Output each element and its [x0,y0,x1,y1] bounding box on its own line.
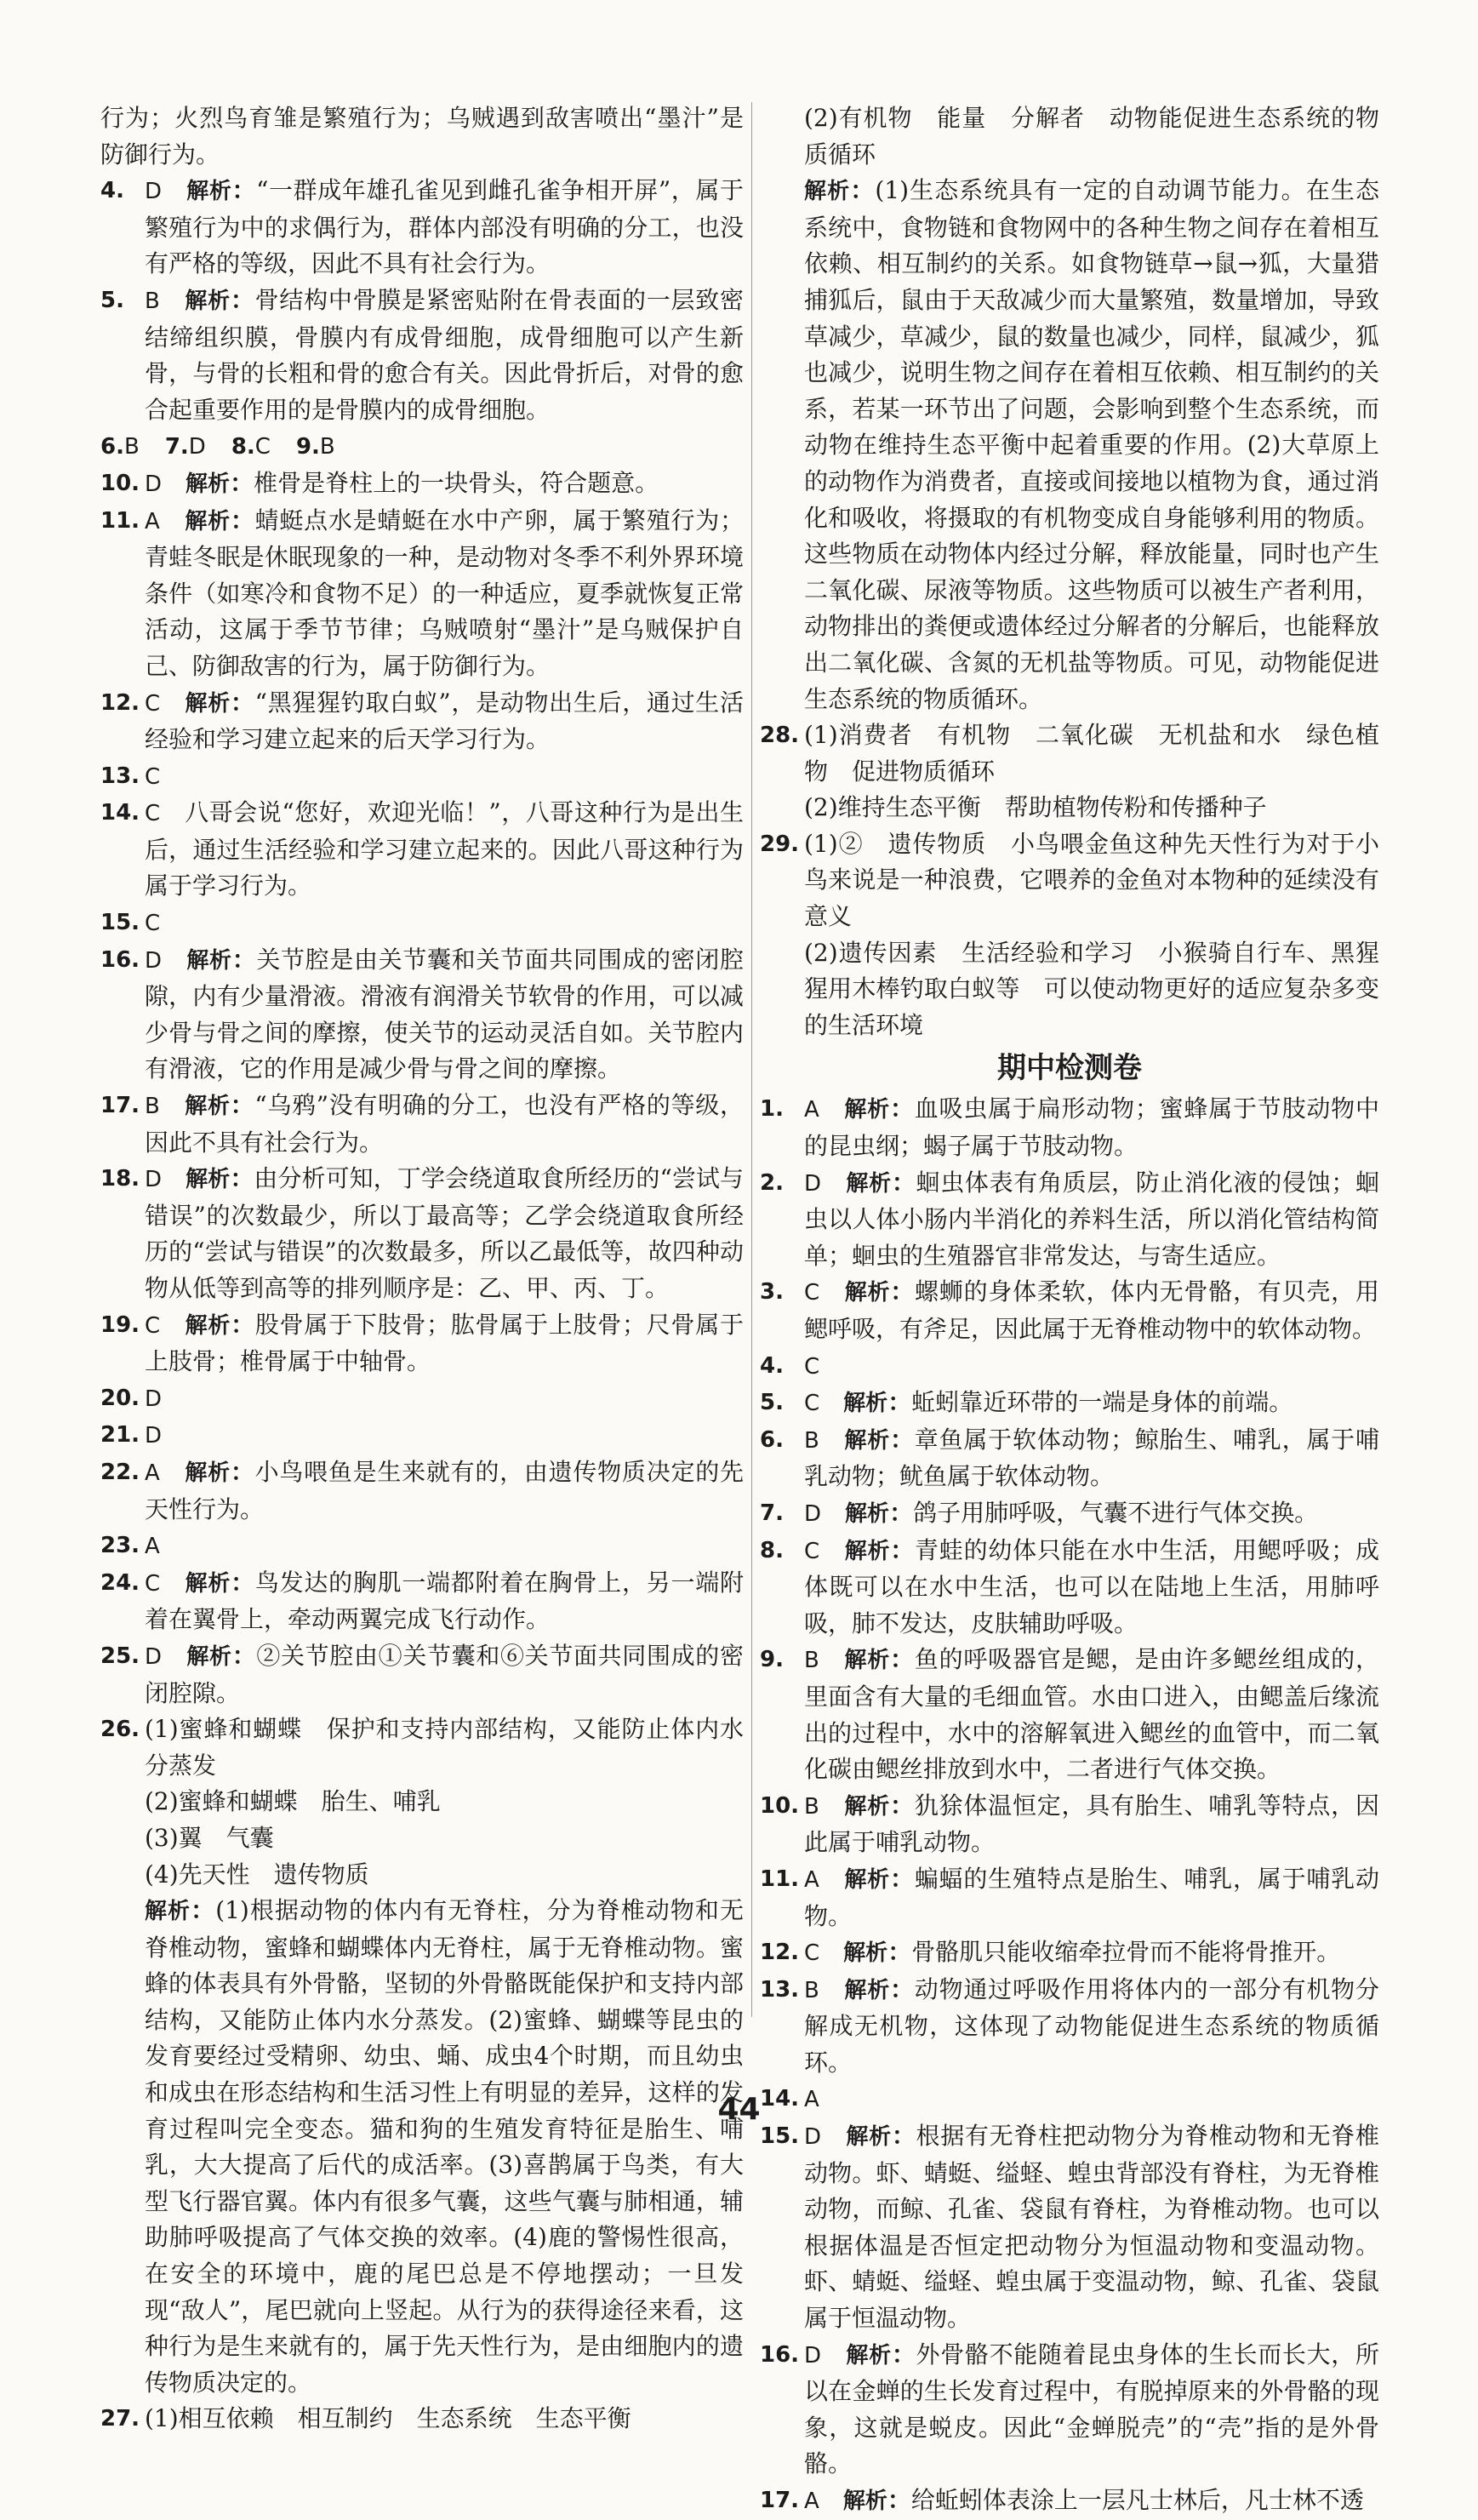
sub-answer-2: (2)有机物 能量 分解者 动物能促进生态系统的物质循环 [804,104,1379,169]
analysis-label: 解析 [145,1899,191,1925]
question-number: 13. [760,1976,800,2003]
answer-letter: D [145,471,163,497]
analysis-text: 青蛙的幼体只能在水中生活，用鳃呼吸；成体既可以在水中生活，也可以在陆地上生活，用肺呼吸，肺不发达，皮肤辅助呼吸。 [804,1535,1379,1637]
answer-letter: D [804,1170,822,1197]
question-number: 15. [100,910,140,936]
analysis-label: 解析 [844,1648,890,1674]
answer-entry-11: 11. A 解析：蜻蜓点水是蜻蜓在水中产卵，属于繁殖行为；青蛙冬眠是休眠现象的一种，是动物对冬季不利外界环境条件（如寒冷和食物不足）的一种适应，夏季就恢复正常活动，这属于季节节律；乌贼喷射“墨汁”是乌贼保护自己、防御敌害的行为，属于防御行为。 [100,503,744,685]
question-number: 26. [100,1717,140,1743]
answer-letter: A [804,1866,819,1893]
analysis-text: 蝙蝠的生殖特点是胎生、哺乳，属于哺乳动物。 [804,1864,1379,1930]
sub-answer-1: (1)② 遗传物质 小鸟喂金鱼这种先天性行为对于小鸟来说是一种浪费，它喂养的金鱼对本物种的延续没有意义 [804,829,1379,931]
analysis-label: 解析 [185,1570,231,1597]
answer-letter: B [804,1427,819,1454]
analysis-text: 蛔虫体表有角质层，防止消化液的侵蚀；蛔虫以人体小肠内半消化的养料生活，所以消化管结构简单；蛔虫的生殖器官非常发达，与寄生适应。 [804,1168,1379,1270]
question-number: 10. [100,470,140,496]
section-title: 期中检测卷 [997,1051,1142,1086]
analysis-label: 解析 [846,2342,892,2369]
analysis-text: 由分析可知，丁学会绕道取食所经历的“尝试与错误”的次数最少，所以丁最高等；乙学会绕道取食所经历的“尝试与错误”的次数最多，所以乙最低等，故四种动物从低等到高等的排列顺序是：乙、甲、丙、丁。 [145,1164,744,1302]
analysis-label: 解析 [185,471,231,497]
analysis-label: 解析 [186,179,232,205]
midterm-entry-13: 13. B 解析：动物通过呼吸作用将体内的一部分有机物分解成无机物，这体现了动物能促进生态系统的物质循环。 [760,1972,1379,2082]
answer-entry-25: 25. D 解析：②关节腔由①关节囊和⑥关节面共同围成的密闭腔隙。 [100,1638,744,1711]
analysis-block: 解析：(1)生态系统具有一定的自动调节能力。在生态系统中，食物链和食物网中的各种生物之间存在着相互依赖、相互制约的关系。如食物链草→鼠→狐，大量猎捕狐后，鼠由于天敌减少而大量繁殖，数量增加，导致草减少，草减少，鼠的数量也减少，同样，鼠减少，狐也减少，说明生物之间存在着相互依赖、相互制约的关系，若某一环节出了问题，会影响到整个生态系统，而动物在维持生态平衡中起着重要的作用。(2)大草原上的动物作为消费者，直接或间接地以植物为食，通过消化和吸收，将摄取的有机物变成自身能够利用的物质。这些物质在动物体内经过分解，释放能量，同时也产生二氧化碳、尿液等物质。这些物质可以被生产者利用，动物排出的粪便或遗体经过分解者的分解后，也能释放出二氧化碳、含氮的无机盐等物质。可见，动物能促进生态系统的物质循环。 [804,176,1379,713]
answer-letter: C [804,1940,820,1967]
question-number: 7. [760,1500,784,1526]
question-number: 1. [760,1096,784,1123]
question-number: 3. [760,1279,784,1306]
midterm-entry-15: 15. D 解析：根据有无脊柱把动物分为脊椎动物和无脊椎动物。虾、蜻蜓、缢蛏、蝗虫背部没有脊柱，为无脊椎动物，而鲸、孔雀、袋鼠有脊柱，为脊椎动物。也可以根据体温是否恒定把动物分为恒温动物和变温动物。虾、蜻蜓、缢蛏、蝗虫属于变温动物，鲸、孔雀、袋鼠属于恒温动物。 [760,2118,1379,2337]
analysis-text: (1)生态系统具有一定的自动调节能力。在生态系统中，食物链和食物网中的各种生物之间存在着相互依赖、相互制约的关系。如食物链草→鼠→狐，大量猎捕狐后，鼠由于天敌减少而大量繁殖，数量增加，导致草减少，草减少，鼠的数量也减少，同样，鼠减少，狐也减少，说明生物之间存在着相互依赖、相互制约的关系，若某一环节出了问题，会影响到整个生态系统，而动物在维持生态平衡中起着重要的作用。(2)大草原上的动物作为消费者，直接或间接地以植物为食，通过消化和吸收，将摄取的有机物变成自身能够利用的物质。这些物质在动物体内经过分解，释放能量，同时也产生二氧化碳、尿液等物质。这些物质可以被生产者利用，动物排出的粪便或遗体经过分解者的分解后，也能释放出二氧化碳、含氮的无机盐等物质。可见，动物能促进生态系统的物质循环。 [804,176,1379,713]
answer-letter: C [804,1391,820,1417]
question-number: 5. [760,1390,784,1416]
sub-answer-3: (3)翼 气囊 [145,1823,274,1852]
analysis-label: 解析 [844,1793,890,1820]
analysis-label: 解析 [804,179,851,205]
question-number: 29. [760,831,800,857]
answer-entry-4: 4. D 解析：“一群成年雄孔雀见到雌孔雀争相开屏”，属于繁殖行为中的求偶行为，群体内部没有明确的分工，也没有严格的等级，因此不具有社会行为。 [100,173,744,283]
analysis-label: 解析 [185,508,231,534]
analysis-label: 解析 [845,1500,890,1527]
analysis-label: 解析 [185,1312,231,1339]
analysis-label: 解析 [844,1538,891,1564]
question-number: 17. [760,2488,800,2513]
answer-letter: C [145,1570,161,1597]
answer-item: 6.B [100,434,140,460]
analysis-label: 解析 [844,1977,890,2003]
answer-letter: C [145,1312,161,1339]
analysis-label: 解析 [844,1866,890,1893]
sub-answer-1: (1)相互依赖 相互制约 生态系统 生态平衡 [145,2404,631,2433]
analysis-label: 解析 [185,1460,231,1486]
analysis-text: 螺蛳的身体柔软，体内无骨骼，有贝壳，用鳃呼吸，有斧足，因此属于无脊椎动物中的软体动物。 [804,1277,1379,1343]
answer-letter: D [145,1423,163,1449]
question-number: 14. [100,800,140,826]
answer-entry-16: 16. D 解析：关节腔是由关节囊和关节面共同围成的密闭腔隙，内有少量滑液。滑液有润滑关节软骨的作用，可以减少骨与骨之间的摩擦，使关节的运动灵活自如。关节腔内有滑液，它的作用是减少骨与骨之间的摩擦。 [100,942,744,1088]
analysis-text: 根据有无脊柱把动物分为脊椎动物和无脊椎动物。虾、蜻蜓、缢蛏、蝗虫背部没有脊柱，为无脊椎动物，而鲸、孔雀、袋鼠有脊柱，为脊椎动物。也可以根据体温是否恒定把动物分为恒温动物和变温动物。虾、蜻蜓、缢蛏、蝗虫属于变温动物，鲸、孔雀、袋鼠属于恒温动物。 [804,2122,1379,2333]
intro-continuation: 行为；火烈鸟育雏是繁殖行为；乌贼遇到敌害喷出“墨汁”是防御行为。 [100,104,744,169]
answer-letter: C [804,1538,820,1564]
analysis-label: 解析 [843,1391,888,1417]
question-number: 22. [100,1459,140,1485]
question-number: 20. [100,1385,140,1411]
midterm-entry-4 [760,1348,1379,1386]
answer-entry-10: 10. D 解析：椎骨是脊柱上的一块骨头，符合题意。 [100,466,744,503]
midterm-entry-2: 2. D 解析：蛔虫体表有角质层，防止消化液的侵蚀；蛔虫以人体小肠内半消化的养料生活，所以消化管结构简单；蛔虫的生殖器官非常发达，与寄生适应。 [760,1165,1379,1275]
answer-entry-21 [100,1417,744,1454]
midterm-entry-5: 5. C 解析：蚯蚓靠近环带的一端是身体的前端。 [760,1385,1379,1422]
question-number: 10. [760,1792,800,1819]
question-number: 11. [760,1866,800,1892]
analysis-text: 鸽子用肺呼吸，气囊不进行气体交换。 [913,1498,1319,1527]
sub-answer-1: (1)蜜蜂和蝴蝶 保护和支持内部结构，又能防止体内水分蒸发 [145,1715,744,1780]
answer-letter: D [145,1643,163,1670]
answer-entry-28 [760,717,1379,826]
answer-entry-26 [100,1711,744,2401]
analysis-label: 解析 [186,947,232,974]
midterm-entry-12: 12. C 解析：骨骼肌只能收缩牵拉骨而不能将骨推开。 [760,1934,1379,1972]
question-number: 2. [760,1169,784,1196]
question-number: 12. [760,1940,800,1966]
question-number: 14. [760,2086,800,2112]
answer-item: 9.B [295,434,335,460]
answer-item: 7.D [164,434,206,460]
answer-letter: B [804,1793,819,1820]
analysis-text: 小鸟喂鱼是生来就有的，由遗传物质决定的先天性行为。 [145,1457,744,1523]
answer-entry-24: 24. C 解析：鸟发达的胸肌一端都附着在胸骨上，另一端附着在翼骨上，牵动两翼完成飞行动作。 [100,1565,744,1638]
sub-answer-2: (2)蜜蜂和蝴蝶 胎生、哺乳 [145,1787,441,1816]
answer-letter: B [804,1648,819,1674]
analysis-label: 解析 [844,1427,890,1454]
answer-letter: D [145,1386,163,1412]
answer-letter: C [804,1280,820,1306]
question-number: 11. [100,507,140,534]
answer-letter: D [804,2342,822,2369]
answer-letter: D [145,1167,163,1193]
question-number: 12. [100,689,140,716]
answer-entry-13 [100,758,744,796]
analysis-label: 解析 [844,1097,890,1123]
answer-entry-27-continued [760,100,1379,717]
question-number: 8. [760,1537,784,1563]
analysis-text: 鸟发达的胸肌一端都附着在胸骨上，另一端附着在翼骨上，牵动两翼完成飞行动作。 [145,1568,744,1634]
question-number: 4. [760,1352,784,1379]
sub-answer-1: (1)消费者 有机物 二氧化碳 无机盐和水 绿色植物 促进物质循环 [804,721,1379,786]
midterm-entry-6: 6. B 解析：章鱼属于软体动物；鲸胎生、哺乳，属于哺乳动物；鱿鱼属于软体动物。 [760,1422,1379,1495]
answer-entry-19: 19. C 解析：股骨属于下肢骨；肱骨属于上肢骨；尺骨属于上肢骨；椎骨属于中轴骨。 [100,1307,744,1380]
answers-6-to-9 [100,428,744,466]
column-divider [751,102,752,2017]
analysis-label: 解析 [186,1643,232,1670]
question-number: 13. [100,763,140,789]
question-number: 4. [100,178,124,204]
answer-letter: D [145,179,163,205]
sub-answer-2: (2)维持生态平衡 帮助植物传粉和传播种子 [804,793,1267,822]
sub-answer-4: (4)先天性 遗传物质 [145,1860,369,1889]
midterm-entry-8: 8. C 解析：青蛙的幼体只能在水中生活，用鳃呼吸；成体既可以在水中生活，也可以在陆地上生活，用肺呼吸，肺不发达，皮肤辅助呼吸。 [760,1533,1379,1643]
question-number: 16. [100,946,140,973]
answer-entry-23 [100,1528,744,1565]
analysis-label: 解析 [846,1170,892,1197]
analysis-text: 蜻蜓点水是蜻蜓在水中产卵，属于繁殖行为；青蛙冬眠是休眠现象的一种，是动物对冬季不利外界环境条件（如寒冷和食物不足）的一种适应，夏季就恢复正常活动，这属于季节节律；乌贼喷射“墨汁”是乌贼保护自己、防御敌害的行为，属于防御行为。 [145,506,744,680]
answer-entry-20 [100,1380,744,1418]
analysis-text: 动物通过呼吸作用将体内的一部分有机物分解成无机物，这体现了动物能促进生态系统的物质循环。 [804,1974,1379,2077]
answer-letter: D [804,2124,822,2151]
answer-letter: A [145,508,160,534]
analysis-text: 章鱼属于软体动物；鲸胎生、哺乳，属于哺乳动物；鱿鱼属于软体动物。 [804,1425,1379,1491]
answer-item: 8.C [231,434,271,460]
answer-letter: C [145,763,161,790]
question-number: 28. [760,723,800,749]
answer-letter: C [145,911,161,937]
question-number: 19. [100,1311,140,1338]
analysis-label: 解析 [185,288,231,314]
answer-letter: A [804,1097,819,1123]
answer-letter: B [804,1977,819,2003]
analysis-text: 鱼的呼吸器官是鳃，是由许多鳃丝组成的，里面含有大量的毛细血管。水由口进入，由鳃盖后缘流出的过程中，水中的溶解氧进入鳃丝的血管中，而二氧化碳由鳃丝排放到水中，二者进行气体交换。 [804,1645,1379,1784]
left-column [100,100,744,2437]
question-number: 25. [100,1643,140,1669]
analysis-text: “黑猩猩钓取白蚁”，是动物出生后，通过生活经验和学习建立起来的后天学习行为。 [145,688,744,754]
answer-letter: A [145,1460,160,1486]
analysis-text: 血吸虫属于扁形动物；蜜蜂属于节肢动物中的昆虫纲；蝎子属于节肢动物。 [804,1094,1379,1161]
analysis-label: 解析 [185,1167,231,1193]
answer-letter: C [804,1353,820,1380]
analysis-text: ②关节腔由①关节囊和⑥关节面共同围成的密闭腔隙。 [145,1641,744,1707]
answer-entry-18: 18. D 解析：由分析可知，丁学会绕道取食所经历的“尝试与错误”的次数最少，所以丁最高等；乙学会绕道取食所经历的“尝试与错误”的次数最多，所以乙最低等，故四种动物从低等到高等的排列顺序是：乙、甲、丙、丁。 [100,1161,744,1306]
question-number: 23. [100,1533,140,1559]
analysis-label: 解析 [843,1940,888,1967]
answer-letter: A [804,2087,819,2113]
sub-answer-2: (2)遗传因素 生活经验和学习 小猴骑自行车、黑猩猩用木棒钓取白蚁等 可以使动物更好的适应复杂多变的生活环境 [804,938,1379,1039]
analysis-text: 股骨属于下肢骨；肱骨属于上肢骨；尺骨属于上肢骨；椎骨属于中轴骨。 [145,1310,744,1376]
answer-entry-17: 17. B 解析：“乌鸦”没有明确的分工，也没有严格的等级，因此不具有社会行为。 [100,1088,744,1161]
answer-letter: D [145,947,163,974]
midterm-entry-1: 1. A 解析：血吸虫属于扁形动物；蜜蜂属于节肢动物中的昆虫纲；蝎子属于节肢动物。 [760,1091,1379,1164]
analysis-text: 给蚯蚓体表涂上一层凡士林后，凡士林不透 [910,2486,1364,2514]
midterm-entry-17: 17. A 解析：给蚯蚓体表涂上一层凡士林后，凡士林不透 [760,2483,1379,2520]
question-number: 6. [760,1426,784,1453]
analysis-label: 解析 [842,2489,887,2514]
answer-entry-29 [760,826,1379,1044]
midterm-entry-11: 11. A 解析：蝙蝠的生殖特点是胎生、哺乳，属于哺乳动物。 [760,1861,1379,1934]
analysis-text: 关节腔是由关节囊和关节面共同围成的密闭腔隙，内有少量滑液。滑液有润滑关节软骨的作用，可以减少骨与骨之间的摩擦，使关节的运动灵活自如。关节腔内有滑液，它的作用是减少骨与骨之间的摩擦。 [145,945,744,1083]
page-number: 44 [717,2092,761,2127]
midterm-entry-16: 16. D 解析：外骨骼不能随着昆虫身体的生长而长大，所以在金蝉的生长发育过程中，有脱掉原来的外骨骼的现象，这就是蜕皮。因此“金蝉脱壳”的“壳”指的是外骨骼。 [760,2337,1379,2483]
answer-letter: A [145,1534,160,1560]
analysis-text: 犰狳体温恒定，具有胎生、哺乳等特点，因此属于哺乳动物。 [804,1791,1379,1857]
analysis-text: 椎骨是脊柱上的一块骨头，符合题意。 [254,468,659,497]
analysis-text: 蚯蚓靠近环带的一端是身体的前端。 [911,1388,1293,1417]
question-number: 24. [100,1569,140,1596]
answer-letter: C [145,801,161,827]
analysis-text: 骨骼肌只能收缩牵拉骨而不能将骨推开。 [911,1938,1341,1967]
analysis-text: “乌鸦”没有明确的分工，也没有严格的等级，因此不具有社会行为。 [145,1091,744,1157]
analysis-label: 解析 [844,1280,891,1306]
question-number: 9. [760,1647,784,1673]
analysis-text: (1)根据动物的体内有无脊柱，分为脊椎动物和无脊椎动物，蜜蜂和蝴蝶体内无脊柱，属于无脊椎动物。蜜蜂的体表具有外骨骼，坚韧的外骨骼既能保护和支持内部结构，又能防止体内水分蒸发。(2)蜜蜂、蝴蝶等昆虫的发育要经过受精卵、幼虫、蛹、成虫4个时期，而且幼虫和成虫在形态结构和生活习性上有明显的差异，这样的发育过程叫完全变态。猫和狗的生殖发育特征是胎生、哺乳，大大提高了后代的成活率。(3)喜鹊属于鸟类，有大型飞行器官翼。体内有很多气囊，这些气囊与肺相通，辅助肺呼吸提高了气体交换的效率。(4)鹿的警惕性很高，在安全的环境中，鹿的尾巴总是不停地摆动；一旦发现“敌人”，尾巴就向上竖起。从行为的获得途径来看，这种行为是生来就有的，属于先天性行为，是由细胞内的遗传物质决定的。 [145,1896,744,2397]
answer-letter: D [804,1500,822,1527]
midterm-entry-9: 9. B 解析：鱼的呼吸器官是鳃，是由许多鳃丝组成的，里面含有大量的毛细血管。水由口进入，由鳃盖后缘流出的过程中，水中的溶解氧进入鳃丝的血管中，而二氧化碳由鳃丝排放到水中，二者进行气体交换。 [760,1642,1379,1787]
answer-entry-12: 12. C 解析：“黑猩猩钓取白蚁”，是动物出生后，通过生活经验和学习建立起来的后天学习行为。 [100,685,744,758]
question-number: 21. [100,1422,140,1449]
midterm-entry-10: 10. B 解析：犰狳体温恒定，具有胎生、哺乳等特点，因此属于哺乳动物。 [760,1788,1379,1861]
analysis-text: “一群成年雄孔雀见到雌孔雀争相开屏”，属于繁殖行为中的求偶行为，群体内部没有明确的分工，也没有严格的等级，因此不具有社会行为。 [145,176,744,278]
answer-letter: A [804,2489,819,2514]
answer-entry-22: 22. A 解析：小鸟喂鱼是生来就有的，由遗传物质决定的先天性行为。 [100,1454,744,1528]
midterm-entry-7: 7. D 解析：鸽子用肺呼吸，气囊不进行气体交换。 [760,1495,1379,1533]
answer-letter: B [145,288,160,314]
analysis-label: 解析 [846,2124,892,2151]
analysis-text: 外骨骼不能随着昆虫身体的生长而长大，所以在金蝉的生长发育过程中，有脱掉原来的外骨骼的现象，这就是蜕皮。因此“金蝉脱壳”的“壳”指的是外骨骼。 [804,2340,1379,2478]
analysis-block: 解析：(1)根据动物的体内有无脊柱，分为脊椎动物和无脊椎动物，蜜蜂和蝴蝶体内无脊柱，属于无脊椎动物。蜜蜂的体表具有外骨骼，坚韧的外骨骼既能保护和支持内部结构，又能防止体内水分蒸发。(2)蜜蜂、蝴蝶等昆虫的发育要经过受精卵、幼虫、蛹、成虫4个时期，而且幼虫和成虫在形态结构和生活习性上有明显的差异，这样的发育过程叫完全变态。猫和狗的生殖发育特征是胎生、哺乳，大大提高了后代的成活率。(3)喜鹊属于鸟类，有大型飞行器官翼。体内有很多气囊，这些气囊与肺相通，辅助肺呼吸提高了气体交换的效率。(4)鹿的警惕性很高，在安全的环境中，鹿的尾巴总是不停地摆动；一旦发现“敌人”，尾巴就向上竖起。从行为的获得途径来看，这种行为是生来就有的，属于先天性行为，是由细胞内的遗传物质决定的。 [145,1896,744,2397]
midterm-entry-3: 3. C 解析：螺蛳的身体柔软，体内无骨骼，有贝壳，用鳃呼吸，有斧足，因此属于无脊椎动物中的软体动物。 [760,1274,1379,1347]
question-number: 18. [100,1166,140,1192]
answer-entry-5: 5. B 解析：骨结构中骨膜是紧密贴附在骨表面的一层致密结缔组织膜，骨膜内有成骨细胞，成骨细胞可以产生新骨，与骨的长粗和骨的愈合有关。因此骨折后，对骨的愈合起重要作用的是骨膜内的成骨细胞。 [100,283,744,428]
question-number: 15. [760,2123,800,2150]
answer-entry-27 [100,2401,744,2437]
analysis-label: 解析 [185,1094,231,1120]
question-number: 16. [760,2341,800,2368]
analysis-label: 解析 [185,690,231,717]
answer-entry-15 [100,905,744,942]
question-number: 17. [100,1093,140,1119]
question-number: 27. [100,2406,140,2432]
right-column [760,100,1379,2520]
question-number: 5. [100,287,124,313]
answer-letter: B [145,1094,160,1120]
analysis-text: 骨结构中骨膜是紧密贴附在骨表面的一层致密结缔组织膜，骨膜内有成骨细胞，成骨细胞可以产生新骨，与骨的长粗和骨的愈合有关。因此骨折后，对骨的愈合起重要作用的是骨膜内的成骨细胞。 [145,285,744,424]
answer-letter: C [145,690,161,717]
answer-entry-14 [100,795,744,905]
analysis-text: 八哥会说“您好，欢迎光临！”，八哥这种行为是出生后，通过生活经验和学习建立起来的。因此八哥这种行为属于学习行为。 [145,798,744,900]
